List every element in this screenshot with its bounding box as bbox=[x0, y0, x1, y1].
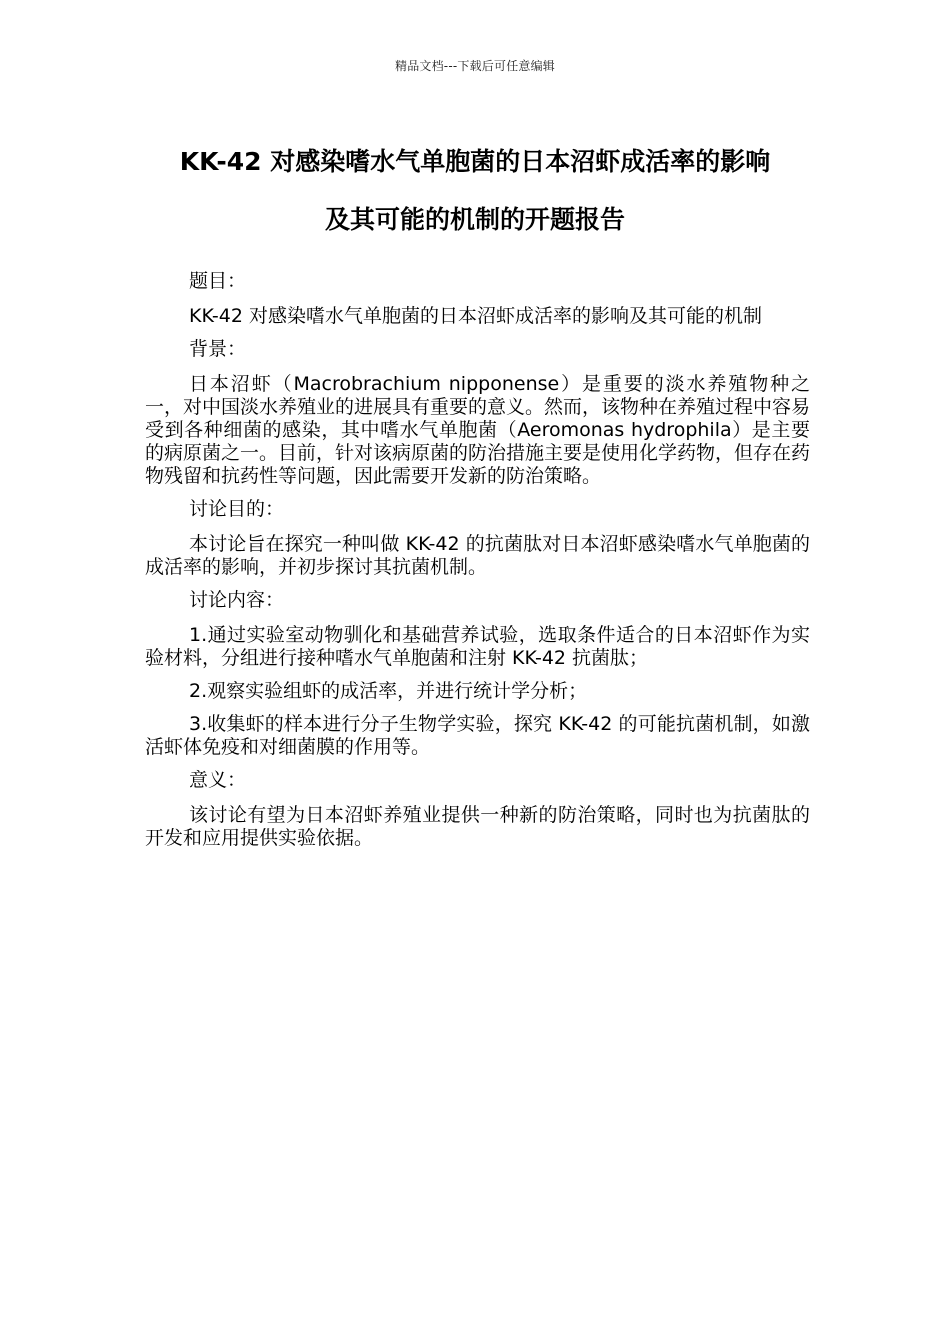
background-text: 日本沼虾（Macrobrachium nipponense）是重要的淡水养殖物种之一，对中国淡水养殖业的进展具有重要的意义。然而，该物种在养殖过程中容易受到各种细菌的感染，其中嗜水气单胞菌（Aeromonas hydrophila）是主要的病原菌之一。目前，针对该病原菌的防治措施主要是使用化学药物，但存在药物残留和抗药性等问题，因此需要开发新的防治策略。 bbox=[145, 373, 811, 487]
content-heading: 讨论内容： bbox=[189, 589, 285, 611]
purpose-heading: 讨论目的： bbox=[189, 498, 285, 520]
significance-text: 该讨论有望为日本沼虾养殖业提供一种新的防治策略，同时也为抗菌肽的开发和应用提供实验依据。 bbox=[145, 804, 810, 849]
content-item: 1.通过实验室动物驯化和基础营养试验，选取条件适合的日本沼虾作为实验材料，分组进行接种嗜水气单胞菌和注射 KK-42 抗菌肽； bbox=[145, 624, 810, 669]
title-line-1: KK-42 对感染嗜水气单胞菌的日本沼虾成活率的影响 bbox=[179, 147, 771, 176]
document-body bbox=[145, 270, 810, 860]
header-note: 精品文档---下载后可任意编辑 bbox=[395, 59, 555, 73]
purpose-text: 本讨论旨在探究一种叫做 KK-42 的抗菌肽对日本沼虾感染嗜水气单胞菌的成活率的影响，并初步探讨其抗菌机制。 bbox=[145, 533, 810, 578]
background-heading: 背景： bbox=[189, 338, 247, 360]
topic-text: KK-42 对感染嗜水气单胞菌的日本沼虾成活率的影响及其可能的机制 bbox=[189, 305, 762, 327]
content-item: 3.收集虾的样本进行分子生物学实验，探究 KK-42 的可能抗菌机制，如激活虾体免疫和对细菌膜的作用等。 bbox=[145, 713, 810, 758]
content-item: 2.观察实验组虾的成活率，并进行统计学分析； bbox=[189, 680, 588, 702]
title-line-2: 及其可能的机制的开题报告 bbox=[324, 205, 625, 234]
significance-heading: 意义： bbox=[189, 769, 247, 791]
document-title bbox=[120, 133, 830, 249]
topic-heading: 题目： bbox=[189, 270, 247, 292]
